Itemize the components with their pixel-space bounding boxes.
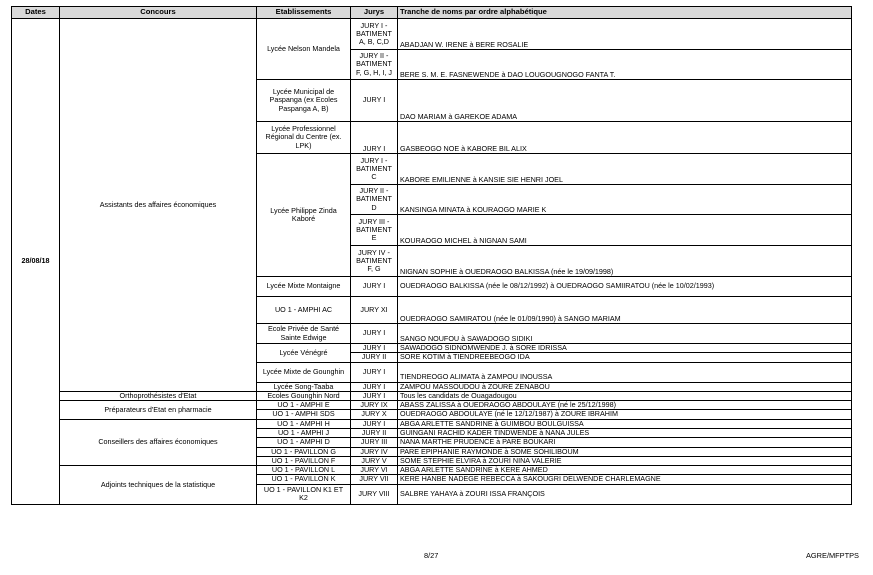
- document-reference: AGRE/MFPTPS: [806, 551, 859, 560]
- noms-cell: SALBRE YAHAYA à ZOURI ISSA FRANÇOIS: [398, 484, 852, 504]
- etablissement-cell: Ecole Privée de Santé Sainte Edwige: [257, 324, 351, 344]
- etablissement-cell: UO 1 - PAVILLON K: [257, 475, 351, 484]
- etablissement-cell: Lycée Mixte de Gounghin: [257, 362, 351, 382]
- noms-cell: NANA MARTHE PRUDENCE à PARE BOUKARI: [398, 438, 852, 447]
- etablissement-cell: Lycée Philippe Zinda Kaboré: [257, 154, 351, 277]
- noms-cell: OUEDRAOGO ABDOULAYE (né le 12/12/1987) à ZOURE IBRAHIM: [398, 410, 852, 419]
- noms-cell: OUEDRAOGO BALKISSA (née le 08/12/1992) à OUEDRAOGO SAMIIRATOU (née le 10/02/1993): [398, 277, 852, 297]
- jury-cell: JURY I: [351, 382, 398, 391]
- header-tranche: Tranche de noms par ordre alphabétique: [398, 7, 852, 19]
- etablissement-cell: Lycée Vénégré: [257, 344, 351, 363]
- noms-cell: SAWADOGO SIDNOMWENDE J. à SORE IDRISSA: [398, 344, 852, 353]
- noms-cell: NIGNAN SOPHIE à OUEDRAOGO BALKISSA (née le 19/09/1998): [398, 246, 852, 277]
- etablissement-cell: Lycée Municipal de Paspanga (ex Ecoles Paspanga A, B): [257, 80, 351, 122]
- table-row: [12, 391, 852, 400]
- jury-cell: JURY VIII: [351, 484, 398, 504]
- noms-cell: ZAMPOU MASSOUDOU à ZOURE ZENABOU: [398, 382, 852, 391]
- concours-cell: Adjoints techniques de la statistique: [60, 466, 257, 505]
- jury-cell: JURY I: [351, 344, 398, 353]
- noms-cell: PARE EPIPHANIE RAYMONDE à SOME SOHILIBOUM: [398, 447, 852, 456]
- header-concours: Concours: [60, 7, 257, 19]
- jury-cell: JURY II: [351, 353, 398, 362]
- etablissement-cell: UO 1 - PAVILLON K1 ET K2: [257, 484, 351, 504]
- noms-cell: KERE HANBE NADEGE REBECCA à SAKOUGRI DELWENDE CHARLEMAGNE: [398, 475, 852, 484]
- noms-cell: GUINGANI RACHID KADER TINDWENDE à NANA JULES: [398, 428, 852, 437]
- noms-cell: KABORE EMILIENNE à KANSIE SIE HENRI JOEL: [398, 154, 852, 185]
- etablissement-cell: UO 1 - AMPHI E: [257, 401, 351, 410]
- jury-cell: JURY I - BATIMENT A, B, C,D: [351, 19, 398, 50]
- jury-cell: JURY VI: [351, 466, 398, 475]
- table-row: [12, 466, 852, 475]
- header-jurys: Jurys: [351, 7, 398, 19]
- jury-cell: JURY I: [351, 391, 398, 400]
- etablissement-cell: Lycée Song-Taaba: [257, 382, 351, 391]
- jury-cell: JURY III: [351, 438, 398, 447]
- noms-cell: DAO MARIAM à GAREKOE ADAMA: [398, 80, 852, 122]
- jury-cell: JURY XI: [351, 297, 398, 324]
- noms-cell: GASBEOGO NOE à KABORE BIL ALIX: [398, 122, 852, 154]
- etablissement-cell: Lycée Professionnel Régional du Centre (ex. LPK): [257, 122, 351, 154]
- jury-cell: JURY IX: [351, 401, 398, 410]
- jury-cell: JURY I: [351, 362, 398, 382]
- noms-cell: ABGA ARLETTE SANDRINE à KERE AHMED: [398, 466, 852, 475]
- jury-cell: JURY I: [351, 324, 398, 344]
- jury-cell: JURY VII: [351, 475, 398, 484]
- jury-cell: JURY I: [351, 419, 398, 428]
- etablissement-cell: UO 1 - AMPHI J: [257, 428, 351, 437]
- noms-cell: ABASS ZALISSA à OUEDRAOGO ABDOULAYE (né le 25/12/1998): [398, 401, 852, 410]
- jury-cell: JURY X: [351, 410, 398, 419]
- etablissement-cell: UO 1 - AMPHI SDS: [257, 410, 351, 419]
- etablissement-cell: Lycée Nelson Mandela: [257, 19, 351, 80]
- schedule-table: [11, 6, 852, 505]
- header-row: [12, 7, 852, 19]
- jury-cell: JURY III - BATIMENT E: [351, 215, 398, 246]
- noms-cell: SANGO NOUFOU à SAWADOGO SIDIKI: [398, 324, 852, 344]
- jury-cell: JURY IV: [351, 447, 398, 456]
- jury-cell: JURY I - BATIMENT C: [351, 154, 398, 185]
- jury-cell: JURY II - BATIMENT D: [351, 185, 398, 215]
- noms-cell: Tous les candidats de Ouagadougou: [398, 391, 852, 400]
- noms-cell: SORE KOTIM à TIENDREEBEOGO IDA: [398, 353, 852, 362]
- noms-cell: KANSINGA MINATA à KOURAOGO MARIE K: [398, 185, 852, 215]
- jury-cell: JURY II - BATIMENT F, G, H, I, J: [351, 50, 398, 80]
- concours-cell: Préparateurs d'Etat en pharmacie: [60, 401, 257, 420]
- etablissement-cell: UO 1 - PAVILLON F: [257, 456, 351, 465]
- etablissement-cell: UO 1 - PAVILLON L: [257, 466, 351, 475]
- noms-cell: OUEDRAOGO SAMIRATOU (née le 01/09/1990) à SANGO MARIAM: [398, 297, 852, 324]
- date-cell: 28/08/18: [12, 19, 60, 505]
- jury-cell: JURY I: [351, 277, 398, 297]
- noms-cell: ABADJAN W. IRENE à BERE ROSALIE: [398, 19, 852, 50]
- noms-cell: KOURAOGO MICHEL à NIGNAN SAMI: [398, 215, 852, 246]
- table-row: [12, 419, 852, 428]
- etablissement-cell: Ecoles Gounghin Nord: [257, 391, 351, 400]
- page-number: 8/27: [424, 551, 439, 560]
- jury-cell: JURY IV - BATIMENT F, G: [351, 246, 398, 277]
- table-row: [12, 401, 852, 410]
- jury-cell: JURY V: [351, 456, 398, 465]
- concours-cell: Assistants des affaires économiques: [60, 19, 257, 392]
- concours-cell: Orthoprothésistes d'Etat: [60, 391, 257, 400]
- jury-cell: JURY I: [351, 122, 398, 154]
- etablissement-cell: UO 1 - AMPHI D: [257, 438, 351, 447]
- noms-cell: TIENDREOGO ALIMATA à ZAMPOU INOUSSA: [398, 362, 852, 382]
- noms-cell: BERE S. M. E. FASNEWENDE à DAO LOUGOUGNOGO FANTA T.: [398, 50, 852, 80]
- etablissement-cell: UO 1 - AMPHI AC: [257, 297, 351, 324]
- etablissement-cell: UO 1 - AMPHI H: [257, 419, 351, 428]
- header-dates: Dates: [12, 7, 60, 19]
- jury-cell: JURY I: [351, 80, 398, 122]
- noms-cell: ABGA ARLETTE SANDRINE à GUIMBOU BOULGUISSA: [398, 419, 852, 428]
- table-row: [12, 19, 852, 50]
- etablissement-cell: Lycée Mixte Montaigne: [257, 277, 351, 297]
- concours-cell: Conseillers des affaires économiques: [60, 419, 257, 465]
- header-etablissements: Etablissements: [257, 7, 351, 19]
- etablissement-cell: UO 1 - PAVILLON G: [257, 447, 351, 456]
- noms-cell: SOME STEPHIE ELVIRA à ZOURI NINA VALERIE: [398, 456, 852, 465]
- jury-cell: JURY II: [351, 428, 398, 437]
